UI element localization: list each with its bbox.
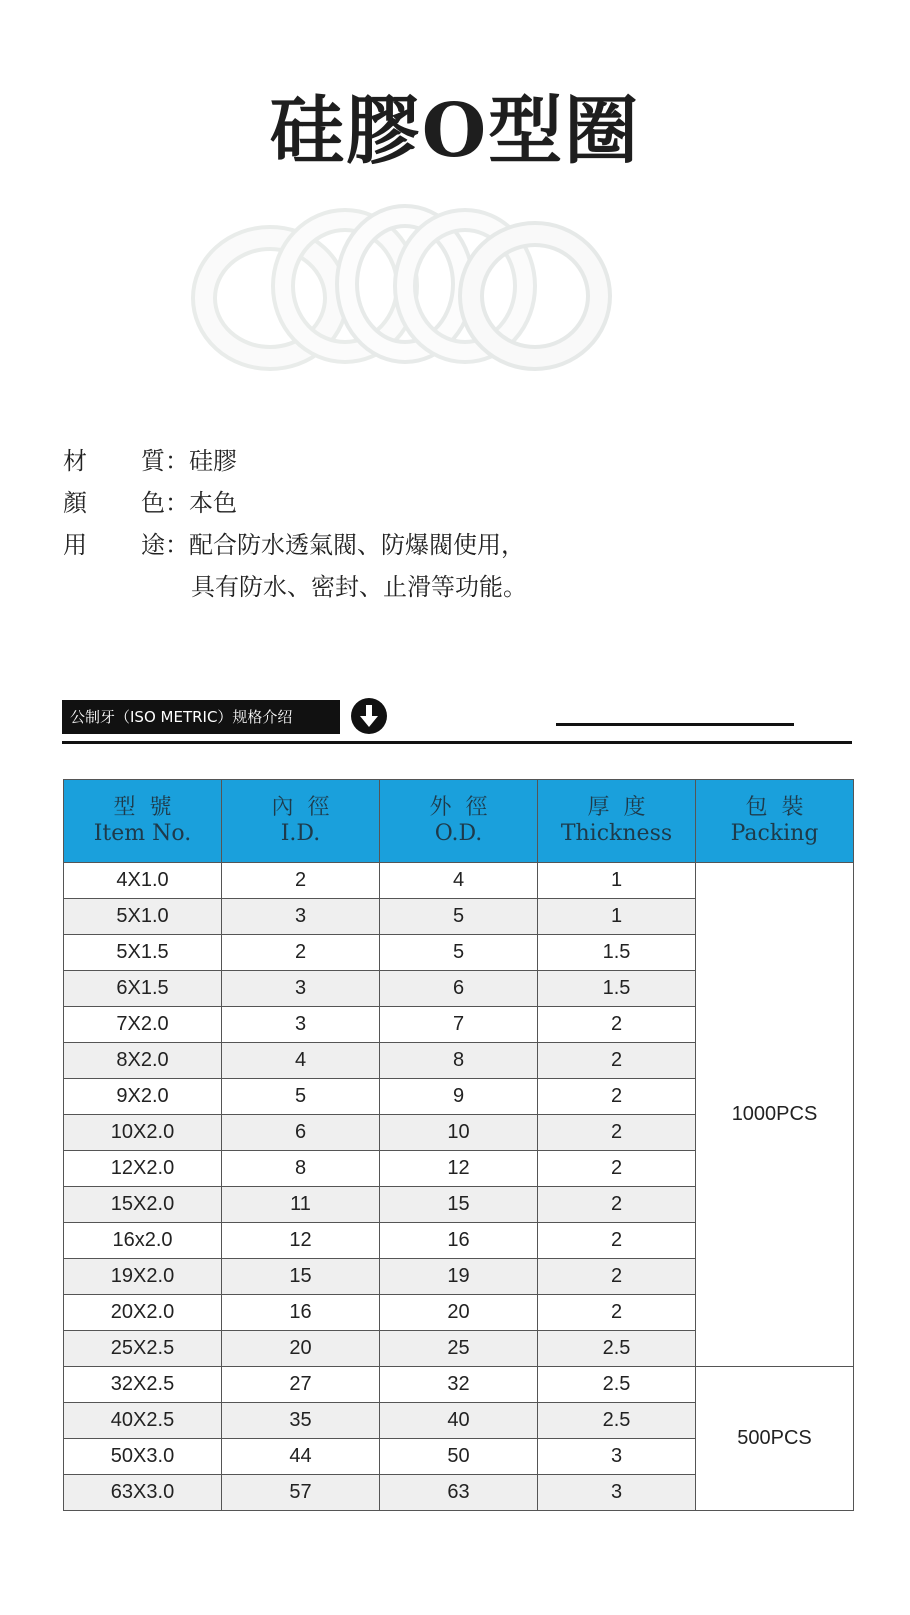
table-cell: 6	[222, 1115, 380, 1151]
spec-label: 顏	[63, 489, 87, 517]
arrow-down-icon	[350, 697, 388, 735]
table-cell: 35	[222, 1403, 380, 1439]
table-cell: 20	[380, 1295, 538, 1331]
table-cell: 6	[380, 971, 538, 1007]
table-cell: 9	[380, 1079, 538, 1115]
table-cell: 2	[538, 1115, 696, 1151]
table-cell: 2.5	[538, 1367, 696, 1403]
table-cell: 2	[538, 1295, 696, 1331]
spec-color	[63, 482, 527, 524]
table-cell: 50X3.0	[64, 1439, 222, 1475]
table-cell: 15	[380, 1187, 538, 1223]
table-cell: 8	[222, 1151, 380, 1187]
table-cell: 25X2.5	[64, 1331, 222, 1367]
table-cell: 25	[380, 1331, 538, 1367]
page-title: 硅膠O型圈	[269, 88, 641, 174]
table-cell: 40	[380, 1403, 538, 1439]
header-id: 內徑 I.D.	[222, 780, 380, 863]
table-row	[64, 1367, 854, 1403]
table-cell: 6X1.5	[64, 971, 222, 1007]
table-cell: 3	[222, 971, 380, 1007]
table-cell: 1	[538, 863, 696, 899]
table-cell: 1.5	[538, 971, 696, 1007]
table-cell: 2	[538, 1187, 696, 1223]
table-cell: 15X2.0	[64, 1187, 222, 1223]
divider	[556, 723, 794, 726]
header-thickness: 厚度 Thickness	[538, 780, 696, 863]
table-cell: 4	[380, 863, 538, 899]
spec-value: 硅膠	[189, 447, 237, 475]
section-heading: 公制牙（ISO METRIC）规格介绍	[62, 700, 340, 734]
table-cell: 40X2.5	[64, 1403, 222, 1439]
table-cell: 57	[222, 1475, 380, 1511]
table-cell: 5	[380, 935, 538, 971]
table-cell: 1.5	[538, 935, 696, 971]
packing-cell: 1000PCS	[696, 863, 854, 1367]
table-cell: 7X2.0	[64, 1007, 222, 1043]
spec-value: 配合防水透氣閥、防爆閥使用，	[189, 531, 525, 559]
table-cell: 10X2.0	[64, 1115, 222, 1151]
table-cell: 7	[380, 1007, 538, 1043]
table-cell: 12	[222, 1223, 380, 1259]
table-cell: 5	[222, 1079, 380, 1115]
table-cell: 32X2.5	[64, 1367, 222, 1403]
spec-value: 本色	[189, 489, 237, 517]
table-cell: 50	[380, 1439, 538, 1475]
table-cell: 2.5	[538, 1403, 696, 1439]
spec-list	[63, 440, 527, 608]
table-cell: 5X1.0	[64, 899, 222, 935]
table-cell: 20	[222, 1331, 380, 1367]
table-cell: 5X1.5	[64, 935, 222, 971]
table-cell: 63X3.0	[64, 1475, 222, 1511]
table-cell: 12	[380, 1151, 538, 1187]
spec-label: 質：	[141, 447, 189, 475]
table-cell: 2	[538, 1259, 696, 1295]
table-cell: 32	[380, 1367, 538, 1403]
table-cell: 2	[538, 1151, 696, 1187]
table-row	[64, 863, 854, 899]
table-cell: 4X1.0	[64, 863, 222, 899]
table-cell: 16	[222, 1295, 380, 1331]
spec-label: 用	[63, 531, 87, 559]
table-cell: 15	[222, 1259, 380, 1295]
table-cell: 3	[538, 1475, 696, 1511]
table-cell: 3	[222, 1007, 380, 1043]
table-cell: 27	[222, 1367, 380, 1403]
spec-label: 材	[63, 447, 87, 475]
table-cell: 2	[538, 1223, 696, 1259]
table-cell: 8X2.0	[64, 1043, 222, 1079]
table-cell: 11	[222, 1187, 380, 1223]
header-od: 外徑 O.D.	[380, 780, 538, 863]
spec-label: 途：	[141, 531, 189, 559]
table-cell: 3	[538, 1439, 696, 1475]
table-cell: 5	[380, 899, 538, 935]
spec-material	[63, 440, 527, 482]
table-cell: 19X2.0	[64, 1259, 222, 1295]
table-cell: 8	[380, 1043, 538, 1079]
packing-cell: 500PCS	[696, 1367, 854, 1511]
table-header-row	[64, 780, 854, 863]
table-cell: 2	[538, 1043, 696, 1079]
table-cell: 2.5	[538, 1331, 696, 1367]
table-cell: 16x2.0	[64, 1223, 222, 1259]
spec-label: 色：	[141, 489, 189, 517]
table-cell: 12X2.0	[64, 1151, 222, 1187]
spec-value: 具有防水、密封、止滑等功能。	[191, 573, 527, 601]
table-cell: 9X2.0	[64, 1079, 222, 1115]
o-ring-product-image	[190, 196, 630, 386]
table-cell: 2	[222, 935, 380, 971]
table-cell: 1	[538, 899, 696, 935]
table-cell: 16	[380, 1223, 538, 1259]
divider	[62, 741, 852, 744]
spec-table	[63, 779, 854, 1511]
header-item-no: 型號 Item No.	[64, 780, 222, 863]
table-cell: 10	[380, 1115, 538, 1151]
table-cell: 44	[222, 1439, 380, 1475]
table-cell: 4	[222, 1043, 380, 1079]
table-cell: 20X2.0	[64, 1295, 222, 1331]
table-cell: 3	[222, 899, 380, 935]
header-packing: 包裝 Packing	[696, 780, 854, 863]
table-cell: 63	[380, 1475, 538, 1511]
table-cell: 2	[538, 1079, 696, 1115]
table-cell: 19	[380, 1259, 538, 1295]
table-cell: 2	[222, 863, 380, 899]
table-cell: 2	[538, 1007, 696, 1043]
spec-usage	[63, 524, 527, 566]
